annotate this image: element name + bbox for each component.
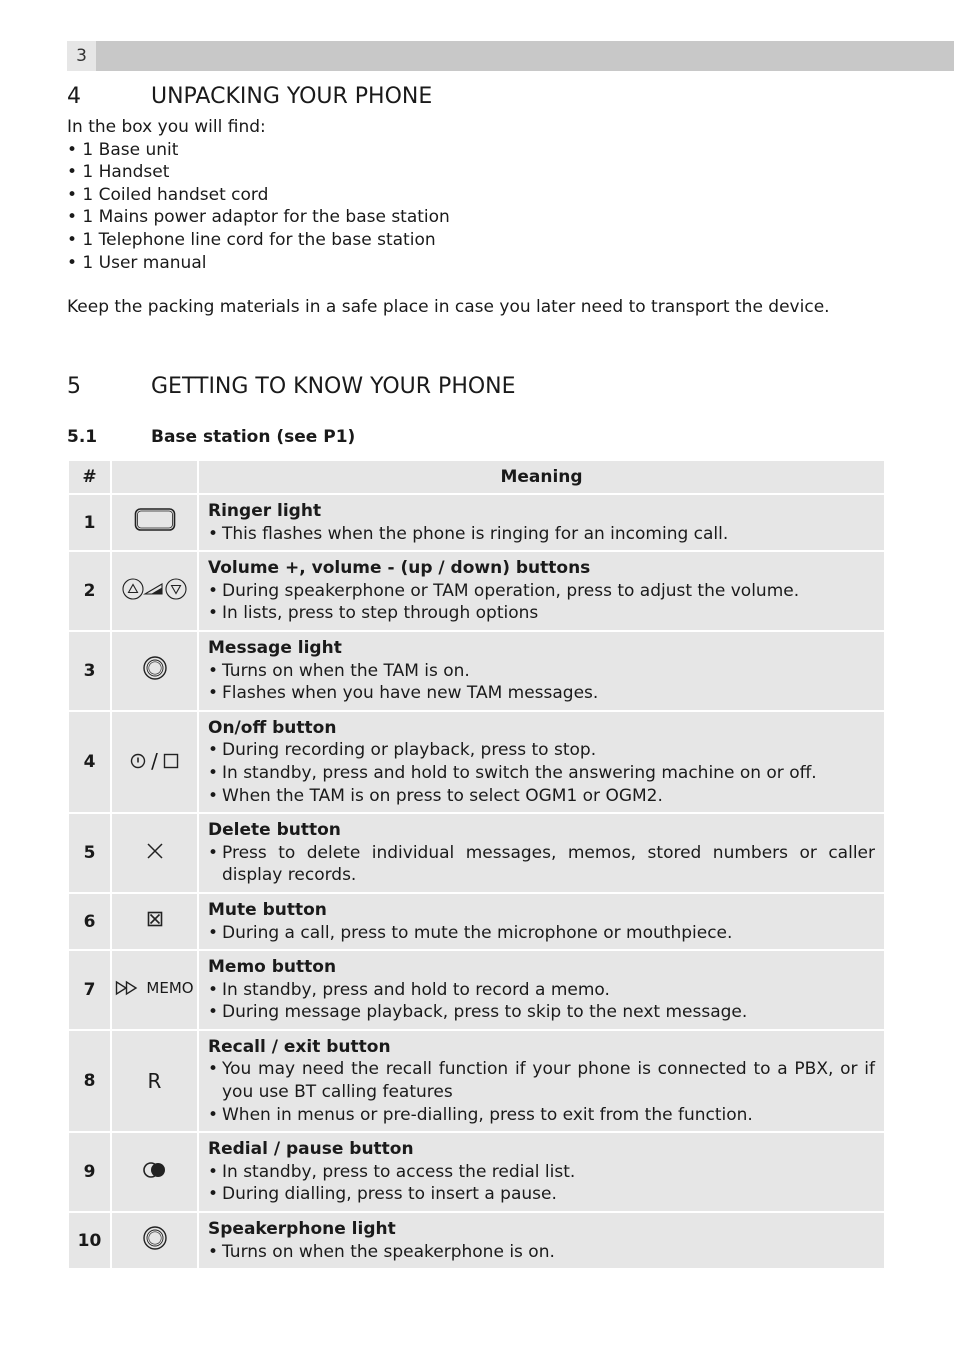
row-bullet: • This flashes when the phone is ringing for an incoming call. xyxy=(208,523,875,546)
row-number: 1 xyxy=(69,495,110,550)
subsection-number: 5.1 xyxy=(67,427,98,447)
row-title: Speakerphone light xyxy=(208,1219,396,1240)
icon-separator: / xyxy=(151,749,158,774)
stop-square-icon xyxy=(163,753,179,769)
table-row xyxy=(69,814,884,892)
on-off-stop-icon xyxy=(130,749,179,773)
row-title: Volume +, volume - (up / down) buttons xyxy=(208,558,591,579)
skip-memo-icon xyxy=(115,979,193,997)
row-title: Mute button xyxy=(208,899,327,920)
row-bullet: • During dialling, press to insert a pause. xyxy=(208,1183,875,1206)
row-title: Ringer light xyxy=(208,501,322,521)
row-bullet: • Turns on when the speakerphone is on. xyxy=(208,1241,875,1264)
header-meaning: Meaning xyxy=(199,461,884,493)
section-5-number: 5 xyxy=(67,374,81,399)
row-number: 5 xyxy=(69,814,110,892)
section-4-heading xyxy=(67,84,667,112)
row-bullet: • In standby, press and hold to switch the answering machine on or off. xyxy=(208,762,875,785)
power-icon xyxy=(130,753,146,769)
table-row xyxy=(69,712,884,812)
row-bullet: • In standby, press to access the redial list. xyxy=(208,1161,875,1184)
table-row xyxy=(69,495,884,550)
table-row xyxy=(69,894,884,949)
list-item: • 1 Telephone line cord for the base station xyxy=(67,229,436,250)
row-title: On/off button xyxy=(208,717,337,738)
row-title: Memo button xyxy=(208,957,337,978)
list-item: • 1 Base unit xyxy=(67,139,179,160)
memo-label: MEMO xyxy=(146,978,194,997)
row-bullet: • During speakerphone or TAM operation, press to adjust the volume. xyxy=(208,580,875,603)
unpacking-intro: In the box you will find: xyxy=(67,117,266,137)
row-title: Message light xyxy=(208,637,342,658)
fast-forward-icon xyxy=(115,980,139,996)
row-bullet: • When in menus or pre-dialling, press to exit from the function. xyxy=(208,1104,875,1127)
redial-pause-icon xyxy=(142,1161,168,1179)
section-4-number: 4 xyxy=(67,84,81,109)
table-row xyxy=(69,1031,884,1131)
page-header-bar xyxy=(67,41,954,71)
list-item: • 1 Handset xyxy=(67,162,170,183)
list-item: • 1 User manual xyxy=(67,252,207,273)
row-bullet: • During a call, press to mute the microphone or mouthpiece. xyxy=(208,922,875,945)
subsection-title: Base station (see P1) xyxy=(151,427,356,447)
row-bullet: • Turns on when the TAM is on. xyxy=(208,660,875,683)
ringer-light-icon xyxy=(134,507,176,533)
row-bullet: • Flashes when you have new TAM messages. xyxy=(208,682,875,705)
table-row xyxy=(69,552,884,630)
table-header-row xyxy=(69,461,884,493)
table-row xyxy=(69,951,884,1029)
unpacking-content xyxy=(67,116,450,274)
row-bullet: • When the TAM is on press to select OGM1 or OGM2. xyxy=(208,785,875,808)
row-number: 6 xyxy=(69,894,110,949)
table-row xyxy=(69,1133,884,1211)
row-number: 9 xyxy=(69,1133,110,1211)
volume-up-down-icon xyxy=(122,577,188,601)
delete-x-icon xyxy=(146,842,164,860)
row-number: 4 xyxy=(69,712,110,812)
header-number: # xyxy=(69,461,110,493)
row-bullet: • You may need the recall function if your phone is connected to a PBX, or if you use BT calling features xyxy=(208,1058,875,1103)
row-bullet: • In standby, press and hold to record a memo. xyxy=(208,979,875,1002)
page-number: 3 xyxy=(67,41,96,71)
subsection-5-1-heading xyxy=(67,427,667,449)
row-title: Recall / exit button xyxy=(208,1036,391,1057)
row-title: Redial / pause button xyxy=(208,1139,414,1160)
row-number: 3 xyxy=(69,632,110,710)
row-number: 2 xyxy=(69,552,110,630)
base-station-table xyxy=(67,459,886,1270)
row-bullet: • In lists, press to step through options xyxy=(208,602,875,625)
table-row xyxy=(69,632,884,710)
packing-note: Keep the packing materials in a safe place in case you later need to transport the device. xyxy=(67,297,830,317)
list-item: • 1 Coiled handset cord xyxy=(67,184,269,205)
speakerphone-light-icon xyxy=(142,1225,168,1251)
recall-icon: R xyxy=(147,1069,162,1094)
row-number: 10 xyxy=(69,1213,110,1268)
row-number: 8 xyxy=(69,1031,110,1131)
list-item: • 1 Mains power adaptor for the base station xyxy=(67,207,450,228)
mute-icon xyxy=(147,911,163,927)
header-icon xyxy=(112,461,197,493)
row-number: 7 xyxy=(69,951,110,1029)
section-5-title: GETTING TO KNOW YOUR PHONE xyxy=(151,374,516,399)
section-5-heading xyxy=(67,374,667,402)
message-light-icon xyxy=(142,655,168,681)
row-bullet: • During recording or playback, press to stop. xyxy=(208,739,875,762)
section-4-title: UNPACKING YOUR PHONE xyxy=(151,84,433,109)
row-bullet: • During message playback, press to skip to the next message. xyxy=(208,1001,875,1024)
unpacking-list xyxy=(67,139,450,275)
table-row xyxy=(69,1213,884,1268)
row-title: Delete button xyxy=(208,820,341,841)
row-bullet: • Press to delete individual messages, memos, stored numbers or caller display records. xyxy=(208,842,875,887)
